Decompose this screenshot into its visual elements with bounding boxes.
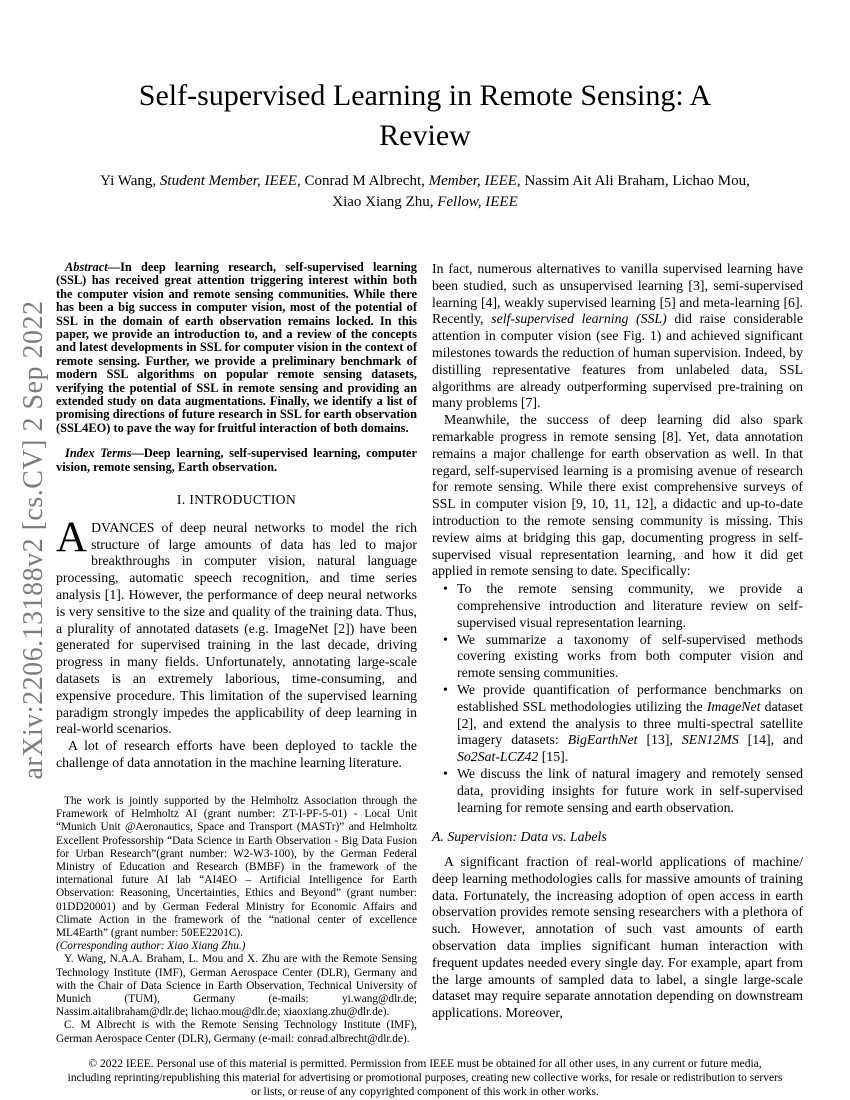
right-paragraph-1 [432, 261, 803, 412]
intro-paragraph-1-text: DVANCES of deep neural networks to model the rich structure of large amounts of data has led to major breakthroughs in computer vision, natural language processing, automatic speech recognition, and time series analysis [1]. However, the performance of deep neural networks is very sensitive to the size and quality of the training data. Thus, a plurality of annotated datasets (e.g. ImageNet [2]) have been generated for supervised training in the last decade, driving progress in many fields. Unfortunately, annotating large-scale datasets is an extremely laborious, time-consuming, and expensive procedure. This limitation of the supervised learning paradigm strongly impedes the applicability of deep learning in real-world scenarios. [56, 519, 417, 737]
author-segment: Xiao Xiang Zhu, [332, 194, 438, 210]
ssl-term-italic: self-supervised learning (SSL) [491, 311, 667, 327]
author-role-segment: Member, IEEE, [428, 173, 521, 189]
contribution-item-3-seg: [15]. [538, 749, 569, 765]
column-left [56, 261, 417, 1061]
author-role-segment: Student Member, IEEE, [159, 173, 301, 189]
right-paragraph-1-seg: did raise considerable attention in computer vision (see Fig. 1) and achieved significant milestones towards the reduction of human supervision. Indeed, by distilling representative features from unlabeled data, SSL algorithms are already outperforming supervised pre-training on many problems [7]. [432, 311, 803, 411]
author-segment: Conrad M Albrecht, [300, 173, 429, 189]
contribution-item-3-seg: dataset [2], and extend the analysis to three multi-spectral satellite imagery datasets: [457, 698, 803, 748]
copyright-footer [40, 1057, 810, 1099]
supervision-paragraph-1: A significant fraction of real-world applications of machine/ deep learning methodologies calls for massive amounts of training data. Fortunately, the increasing adoption of open access in earth observation provides remote sensing researchers with a plethora of such. However, annotation of such vast amounts of earth observation data implies significant human interaction with frequent updates needed every single day. For example, apart from the large amounts of sampled data to label, a single large-scale dataset may require separate annotation depending on downstream applications. Moreover, [432, 854, 803, 1021]
dataset-name-so2sat: So2Sat-LCZ42 [457, 749, 539, 765]
copyright-line-2: including reprinting/republishing this material for advertising or promotional purposes, creating new collective works, for resale or redistribution to servers [67, 1072, 783, 1084]
contribution-item-3-seg: We provide quantification of performance benchmarks on established SSL methodologies utilizing the [457, 681, 803, 714]
footnote-corresponding-author: (Corresponding author: Xiao Xiang Zhu.) [56, 940, 246, 953]
section-heading-introduction: I. INTRODUCTION [176, 492, 297, 508]
subsection-heading-supervision: A. Supervision: Data vs. Labels [432, 829, 607, 845]
author-segment: Nassim Ait Ali Braham, Lichao Mou, [520, 173, 750, 189]
contribution-item-3 [432, 682, 803, 766]
intro-paragraph-2: A lot of research efforts have been deployed to tackle the challenge of data annotation in the machine learning literature. [56, 738, 417, 771]
dataset-name-bigearthnet: BigEarthNet [567, 732, 638, 748]
paper-header [60, 76, 790, 213]
contribution-item-3-seg: [13], [637, 732, 682, 748]
index-terms [56, 447, 417, 474]
right-paragraph-1-seg: In fact, numerous alternatives to vanilla supervised learning have been studied, such as unsupervised learning [3], semi-supervised learning [4], weakly supervised learning [5] and meta-learning [6]. Recently, [432, 261, 803, 327]
paper-title [60, 76, 790, 156]
abstract [56, 261, 417, 435]
author-role-segment: Fellow, IEEE [437, 194, 518, 210]
footnote-block [56, 795, 417, 1046]
author-line-2 [60, 192, 790, 213]
paper-title-line2: Review [379, 119, 471, 152]
contribution-item-3-seg: [14], and [738, 732, 803, 748]
right-paragraph-2: Meanwhile, the success of deep learning did also spark remarkable progress in remote sensing [8]. Yet, data annotation remains a major challenge for earth observation as well. In that regard, self-supervised learning is a promising avenue of research for remote sensing. While there exist comprehensive surveys of SSL in computer vision [9, 10, 11, 12], a didactic and up-to-date introduction to the remote sensing community is missing. This review aims at bridging this gap, documenting progress in self-supervised visual representation learning, and how it did get applied in remote sensing to date. Specifically: [432, 412, 803, 579]
arxiv-stamp: arXiv:2206.13188v2 [cs.CV] 2 Sep 2022 [18, 300, 49, 780]
index-terms-text: —Deep learning, self-supervised learning, computer vision, remote sensing, Earth observation. [56, 446, 417, 474]
copyright-line-1: © 2022 IEEE. Personal use of this material is permitted. Permission from IEEE must be obtained for all other uses, in any current or future media, [88, 1058, 762, 1070]
contribution-list [432, 581, 803, 816]
author-line-1 [60, 171, 790, 192]
footnote-affiliation-2: C. M Albrecht is with the Remote Sensing Technology Institute (IMF), German Aerospace Center (DLR), Germany (e-mail: conrad.albrecht@dlr.de). [56, 1019, 417, 1045]
contribution-item-2: • We summarize a taxonomy of self-supervised methods covering existing works from both computer vision and remote sensing communities. [432, 632, 803, 682]
index-terms-label: Index Terms [65, 446, 132, 461]
copyright-line-3: or lists, or reuse of any copyrighted component of this work in other works. [251, 1086, 599, 1098]
footnote-affiliation-1: Y. Wang, N.A.A. Braham, L. Mou and X. Zhu are with the Remote Sensing Technology Institute (IMF), German Aerospace Center (DLR), Germany and with the Chair of Data Science in Earth Observation, Technical University of Munich (TUM), Germany (e-mails: yi.wang@dlr.de; Nassim.aitalibraham@dlr.de; lichao.mou@dlr.de; xiaoxiang.zhu@dlr.de). [56, 953, 417, 1019]
abstract-label: Abstract [65, 260, 108, 274]
paper-title-line1: Self-supervised Learning in Remote Sensing: A [138, 79, 712, 112]
abstract-text: —In deep learning research, self-supervised learning (SSL) has received great attention triggering interest within both the computer vision and remote sensing communities. While there has been a big success in computer vision, most of the potential of SSL in the domain of earth observation remains locked. In this paper, we provide an introduction to, and a review of the concepts and latest developments in SSL for computer vision in the context of remote sensing. Further, we provide a preliminary benchmark of modern SSL algorithms on popular remote sensing datasets, verifying the potential of SSL in remote sensing and providing an extended study on data augmentations. Finally, we identify a list of promising directions of future research in SSL for earth observation (SSL4EO) to pave the way for fruitful interaction of both domains. [56, 260, 417, 435]
column-right [432, 261, 803, 1061]
dropcap: A [56, 513, 88, 561]
dataset-name-imagenet: ImageNet [706, 698, 761, 714]
footnote-funding: The work is jointly supported by the Helmholtz Association through the Framework of Helmholtz AI (grant number: ZT-I-PF-5-01) - Local Unit “Munich Unit @Aeronautics, Space and Transport (MASTr)” and Helmholtz Excellent Professorship “Data Science in Earth Observation - Big Data Fusion for Urban Research”(grant number: W2-W3-100), by the German Federal Ministry of Education and Research (BMBF) in the framework of the international future AI lab “AI4EO – Artificial Intelligence for Earth Observation: Reasoning, Uncertainties, Ethics and Beyond” (grant number: 01DD20001) and by German Federal Ministry for Economic Affairs and Climate Action in the framework of the “national center of excellence ML4Earth” (grant number: 50EE2201C). [56, 795, 417, 940]
intro-paragraph-1 [56, 513, 417, 738]
contribution-item-1: • To the remote sensing community, we provide a comprehensive introduction and literature review on self-supervised visual representation learning. [432, 581, 803, 631]
contribution-item-4: • We discuss the link of natural imagery and remotely sensed data, providing insights for future work in self-supervised learning for remote sensing and earth observation. [432, 766, 803, 816]
author-block [60, 171, 790, 213]
dataset-name-sen12ms: SEN12MS [681, 732, 739, 748]
author-segment: Yi Wang, [100, 173, 160, 189]
